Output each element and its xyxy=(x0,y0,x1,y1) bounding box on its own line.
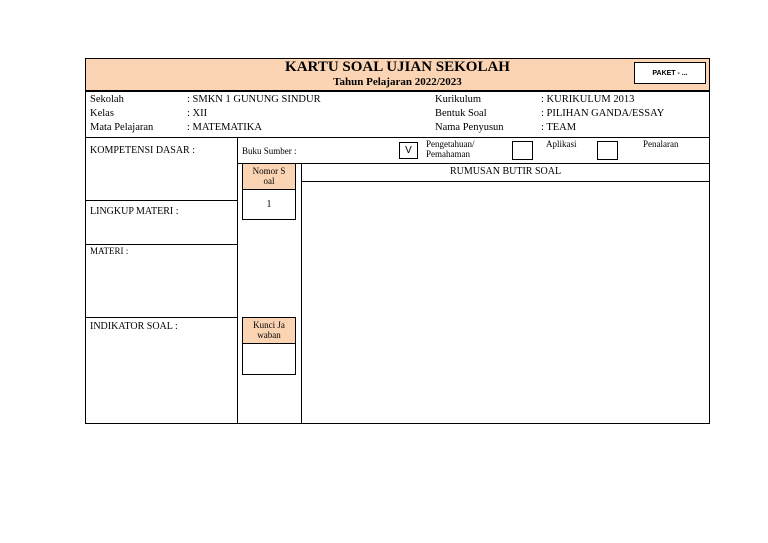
info-divider xyxy=(86,137,709,138)
info-right-labels xyxy=(435,93,504,135)
kunci-jawaban-value[interactable] xyxy=(242,343,296,375)
left-column-divider xyxy=(237,137,238,423)
aplikasi-checkbox[interactable] xyxy=(512,141,533,160)
rumusan-butir-soal-header: RUMUSAN BUTIR SOAL xyxy=(449,166,562,177)
pengetahuan-label xyxy=(426,139,475,159)
header-divider xyxy=(86,90,709,92)
value-sekolah: : SMKN 1 GUNUNG SINDUR xyxy=(187,94,321,105)
label-kelas: Kelas xyxy=(90,108,114,119)
aplikasi-label: Aplikasi xyxy=(546,139,577,149)
penalaran-checkbox[interactable] xyxy=(597,141,618,160)
kunci-jawaban-label-line1: Kunci Ja xyxy=(253,320,285,330)
info-left-values xyxy=(187,93,321,135)
label-kurikulum: Kurikulum xyxy=(435,94,482,105)
info-left-labels xyxy=(90,93,153,135)
kunci-jawaban-header xyxy=(242,317,296,344)
materi-divider xyxy=(86,317,237,318)
card-title: KARTU SOAL UJIAN SEKOLAH xyxy=(285,59,510,75)
penalaran-label: Penalaran xyxy=(643,139,679,149)
paket-box: PAKET - ... xyxy=(634,62,706,84)
materi-label: MATERI : xyxy=(90,246,129,256)
rumusan-content-area[interactable] xyxy=(302,182,709,423)
kompetensi-divider xyxy=(86,200,237,201)
pengetahuan-label-line1: Pengetahuan/ xyxy=(426,139,475,149)
kompetensi-dasar-label: KOMPETENSI DASAR : xyxy=(90,145,196,156)
card-subtitle: Tahun Pelajaran 2022/2023 xyxy=(333,76,462,88)
pengetahuan-checkbox[interactable]: V xyxy=(399,142,418,159)
value-nama-penyusun: : TEAM xyxy=(541,122,577,133)
nomor-soal-label-line2: oal xyxy=(263,176,275,186)
info-right-values xyxy=(541,93,664,135)
label-nama-penyusun: Nama Penyusun xyxy=(435,122,504,133)
value-bentuk-soal: : PILIHAN GANDA/ESSAY xyxy=(541,108,665,119)
label-mata-pelajaran: Mata Pelajaran xyxy=(90,122,154,133)
label-sekolah: Sekolah xyxy=(90,94,124,105)
buku-sumber-label: Buku Sumber : xyxy=(242,146,297,156)
nomor-soal-value[interactable]: 1 xyxy=(242,189,296,220)
lingkup-materi-label: LINGKUP MATERI : xyxy=(90,206,179,217)
kunci-jawaban-label-line2: waban xyxy=(257,330,281,340)
nomor-soal-header xyxy=(242,163,296,190)
buku-sumber-divider xyxy=(237,163,709,164)
nomor-soal-label-line1: Nomor S xyxy=(252,166,286,176)
pengetahuan-label-line2: Pemahaman xyxy=(426,149,470,159)
indikator-soal-label: INDIKATOR SOAL : xyxy=(90,321,178,332)
value-mata-pelajaran: : MATEMATIKA xyxy=(187,122,262,133)
label-bentuk-soal: Bentuk Soal xyxy=(435,108,487,119)
lingkup-divider xyxy=(86,244,237,245)
value-kurikulum: : KURIKULUM 2013 xyxy=(541,94,635,105)
value-kelas: : XII xyxy=(187,108,208,119)
